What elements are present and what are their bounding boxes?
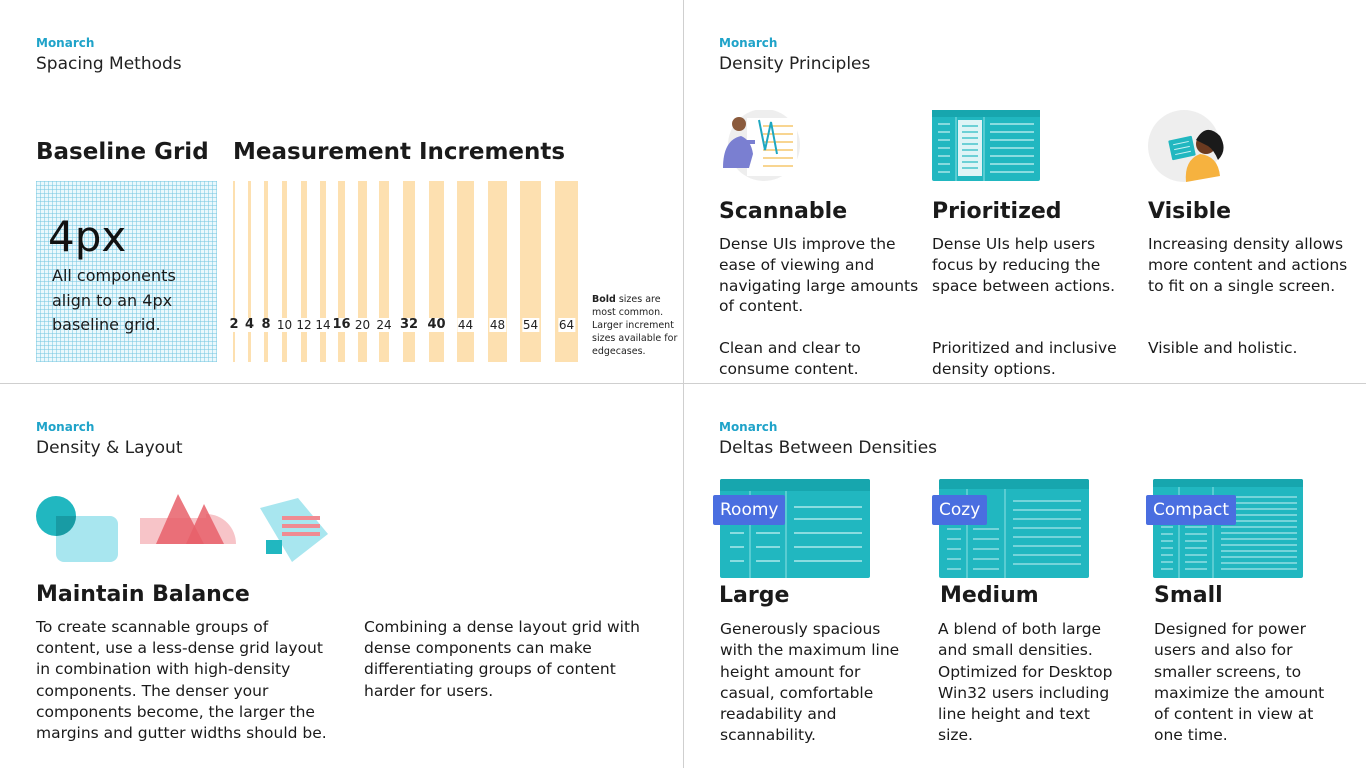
bold-note-emphasis: Bold <box>592 294 616 305</box>
medium-title: Medium <box>940 583 1039 608</box>
cozy-preview-icon <box>939 479 1089 578</box>
balance-text-left: To create scannable groups of content, use a less-dense grid layout in combination with high-density components. The denser your components become, the larger the margins and gutter widths should be. <box>36 618 327 743</box>
grid-description: All components align to an 4px baseline grid. <box>52 266 176 334</box>
brand-label: Monarch <box>36 36 95 50</box>
increment-bar-48 <box>488 181 507 362</box>
increment-bar-14 <box>320 181 326 362</box>
balance-shapes-illustration <box>36 494 336 566</box>
slide-title: Density Principles <box>719 54 871 74</box>
density-principles-panel <box>683 0 1366 384</box>
increment-label-54: 54 <box>522 318 539 332</box>
principle-title: Prioritized <box>932 199 1062 224</box>
brand-label: Monarch <box>719 36 778 50</box>
increment-bar-2 <box>233 181 235 362</box>
maintain-balance-heading: Maintain Balance <box>36 582 250 607</box>
compact-badge: Compact <box>1146 495 1236 525</box>
increment-bar-16 <box>338 181 345 362</box>
compact-preview-icon <box>1153 479 1303 578</box>
dense-list-icon <box>932 110 1040 182</box>
medium-desc: A blend of both large and small densities. Optimized for Desktop Win32 users including line height and text size. <box>938 620 1113 745</box>
principle-desc: Dense UIs improve the ease of viewing and navigating large amounts of content. <box>719 235 919 316</box>
increment-label-8: 8 <box>261 317 271 332</box>
baseline-grid-heading: Baseline Grid <box>36 139 209 165</box>
bold-sizes-note <box>592 293 678 358</box>
brand-label: Monarch <box>719 420 778 434</box>
small-title: Small <box>1154 583 1223 608</box>
compact-lines <box>1153 479 1303 578</box>
roomy-lines <box>720 479 870 578</box>
increment-label-20: 20 <box>354 318 371 332</box>
grid-value: 4px <box>48 212 127 261</box>
increment-label-10: 10 <box>276 318 293 332</box>
increment-label-64: 64 <box>558 318 575 332</box>
roomy-badge: Roomy <box>713 495 785 525</box>
slide-title: Deltas Between Densities <box>719 438 938 458</box>
increment-bar-64 <box>555 181 578 362</box>
roomy-preview-icon <box>720 479 870 578</box>
increment-label-2: 2 <box>229 317 239 332</box>
principle-summary: Prioritized and inclusive density options. <box>932 339 1117 378</box>
increment-bar-54 <box>520 181 541 362</box>
increment-label-32: 32 <box>399 317 419 332</box>
bold-note-text: sizes are most common. Larger increment sizes available for edgecases. <box>592 294 678 357</box>
person-reading-icon <box>1148 110 1230 182</box>
increment-label-44: 44 <box>457 318 474 332</box>
principle-title: Scannable <box>719 199 848 224</box>
increment-bar-32 <box>403 181 415 362</box>
increment-bar-10 <box>282 181 287 362</box>
increment-bar-40 <box>429 181 444 362</box>
increment-bar-12 <box>301 181 307 362</box>
large-desc: Generously spacious with the maximum line height amount for casual, comfortable readability and scannability. <box>720 620 900 745</box>
principle-desc: Increasing density allows more content and actions to fit on a single screen. <box>1148 235 1348 295</box>
person-scanning-icon <box>719 110 801 182</box>
increment-bar-8 <box>264 181 268 362</box>
density-layout-panel <box>0 384 683 768</box>
cozy-badge: Cozy <box>932 495 987 525</box>
small-desc: Designed for power users and also for smaller screens, to maximize the amount of content in view at one time. <box>1154 620 1325 745</box>
brand-label: Monarch <box>36 420 95 434</box>
increment-label-16: 16 <box>332 317 351 332</box>
increment-bar-44 <box>457 181 474 362</box>
principle-summary: Visible and holistic. <box>1148 339 1298 357</box>
increment-label-14: 14 <box>315 318 331 332</box>
cozy-lines <box>939 479 1089 578</box>
increment-label-12: 12 <box>296 318 312 332</box>
measurement-increments-heading: Measurement Increments <box>233 139 566 165</box>
increment-bar-4 <box>248 181 251 362</box>
increment-label-4: 4 <box>244 317 255 332</box>
increment-label-24: 24 <box>376 318 392 332</box>
increment-label-48: 48 <box>489 318 506 332</box>
slide-title: Density & Layout <box>36 438 183 458</box>
balance-text-right: Combining a dense layout grid with dense components can make differentiating groups of content harder for users. <box>364 618 640 700</box>
large-title: Large <box>719 583 790 608</box>
increment-bar-24 <box>379 181 389 362</box>
principle-summary: Clean and clear to consume content. <box>719 339 861 378</box>
slide-title: Spacing Methods <box>36 54 182 74</box>
increment-bar-20 <box>358 181 367 362</box>
principle-desc: Dense UIs help users focus by reducing the space between actions. <box>932 235 1116 295</box>
principle-title: Visible <box>1148 199 1232 224</box>
increment-label-40: 40 <box>427 317 446 332</box>
spacing-methods-panel <box>0 0 683 384</box>
